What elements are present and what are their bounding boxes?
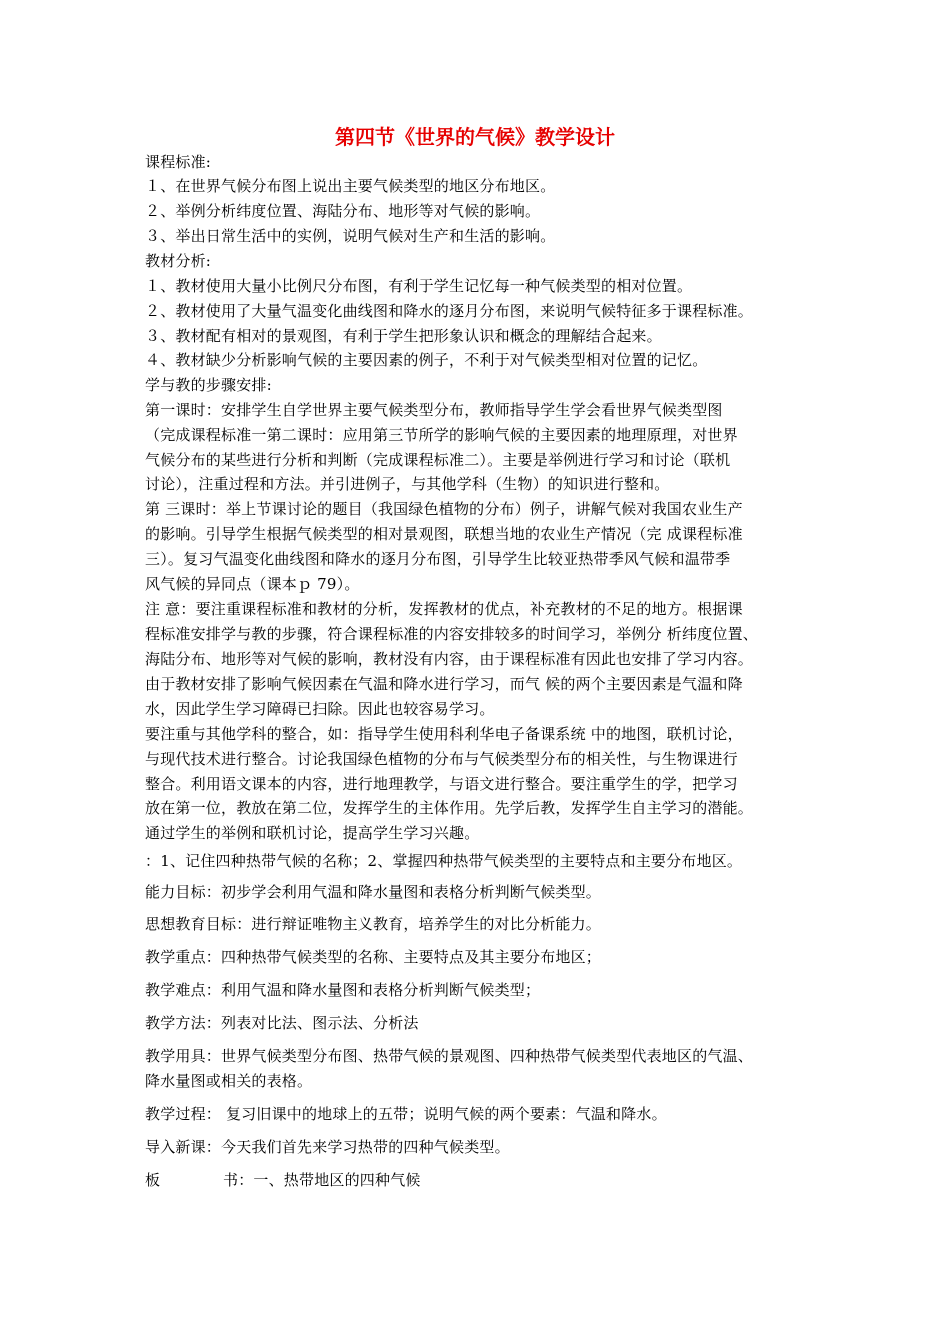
text-line: 思想教育目标：进行辩证唯物主义教育，培养学生的对比分析能力。 — [145, 915, 602, 933]
board-text: 书：一、热带地区的四种气候 — [223, 1171, 421, 1189]
board-label: 板 — [145, 1171, 161, 1189]
text-line: 教材分析: — [145, 252, 212, 270]
text-line: 教学难点：利用气温和降水量图和表格分析判断气候类型； — [145, 981, 541, 999]
document-title: 第四节《世界的气候》教学设计 — [335, 125, 615, 149]
text-line: ２、教材使用了大量气温变化曲线图和降水的逐月分布图，来说明气候特征多于课程标准。 — [145, 302, 754, 320]
text-line: 气候分布的某些进行分析和判断（完成课程标准二）。主要是举例进行学习和讨论（联机 — [145, 451, 731, 469]
board-line — [145, 1170, 421, 1190]
text-line: 水，因此学生学习障碍已扫除。因此也较容易学习。 — [145, 700, 495, 718]
text-line: 的影响。引导学生根据气候类型的相对景观图，联想当地的农业生产情况（完 成课程标准 — [145, 525, 743, 543]
text-line: ３、教材配有相对的景观图，有利于学生把形象认识和概念的理解结合起来。 — [145, 327, 662, 345]
text-line: 导入新课：今天我们首先来学习热带的四种气候类型。 — [145, 1138, 510, 1156]
text-line: 放在第一位，教放在第二位，发挥学生的主体作用。先学后教，发挥学生自主学习的潜能。 — [145, 799, 754, 817]
text-line: 由于教材安排了影响气候因素在气温和降水进行学习，而气 候的两个主要因素是气温和降 — [145, 675, 743, 693]
text-line: 通过学生的举例和联机讨论，提高学生学习兴趣。 — [145, 824, 480, 842]
text-line: 第一课时：安排学生自学世界主要气候类型分布，教师指导学生学会看世界气候类型图 — [145, 401, 723, 419]
text-line: 注 意：要注重课程标准和教材的分析，发挥教材的优点，补充教材的不足的地方。根据课 — [145, 600, 743, 618]
text-line: １、在世界气候分布图上说出主要气候类型的地区分布地区。 — [145, 177, 556, 195]
text-line: ４、教材缺少分析影响气候的主要因素的例子，不利于对气候类型相对位置的记忆。 — [145, 351, 708, 369]
text-line: ３、举出日常生活中的实例，说明气候对生产和生活的影响。 — [145, 227, 556, 245]
text-line: 三）。复习气温变化曲线图和降水的逐月分布图，引导学生比较亚热带季风气候和温带季 — [145, 550, 731, 568]
text-line: １、教材使用大量小比例尺分布图，有利于学生记忆每一种气候类型的相对位置。 — [145, 277, 693, 295]
text-line: 教学重点：四种热带气候类型的名称、主要特点及其主要分布地区； — [145, 948, 602, 966]
text-line: 讨论），注重过程和方法。并引进例子，与其他学科（生物）的知识进行整和。 — [145, 475, 670, 493]
text-line: 教学用具：世界气候类型分布图、热带气候的景观图、四种热带气候类型代表地区的气温、 — [145, 1047, 754, 1065]
text-line: 能力目标：初步学会利用气温和降水量图和表格分析判断气候类型。 — [145, 883, 602, 901]
text-line: 整合。利用语文课本的内容，进行地理教学，与语文进行整合。要注重学生的学，把学习 — [145, 775, 738, 793]
text-line: 教学方法：列表对比法、图示法、分析法 — [145, 1014, 419, 1032]
text-line: 教学过程： 复习旧课中的地球上的五带；说明气候的两个要素：气温和降水。 — [145, 1105, 667, 1123]
text-line: 降水量图或相关的表格。 — [145, 1072, 313, 1090]
text-line: 要注重与其他学科的整合，如：指导学生使用科利华电子备课系统 中的地图，联机讨论， — [145, 725, 743, 743]
text-line: ２、举例分析纬度位置、海陆分布、地形等对气候的影响。 — [145, 202, 541, 220]
text-line: 学与教的步骤安排: — [145, 376, 272, 394]
text-line: 海陆分布、地形等对气候的影响，教材没有内容，由于课程标准有因此也安排了学习内容。 — [145, 650, 754, 668]
text-line: （完成课程标准一第二课时：应用第三节所学的影响气候的主要因素的地理原理，对世界 — [145, 426, 738, 444]
text-line: 课程标准: — [145, 153, 212, 171]
text-line: 第 三课时：举上节课讨论的题目（我国绿色植物的分布）例子，讲解气候对我国农业生产 — [145, 500, 743, 518]
text-line: 风气候的异同点（课本ｐ 79）。 — [145, 575, 360, 593]
text-line: 与现代技术进行整合。讨论我国绿色植物的分布与气候类型分布的相关性，与生物课进行 — [145, 750, 738, 768]
text-line: ：1、记住四种热带气候的名称；2、掌握四种热带气候类型的主要特点和主要分布地区。 — [145, 852, 743, 870]
text-line: 程标准安排学与教的步骤，符合课程标准的内容安排较多的时间学习，举例分 析纬度位置、 — [145, 625, 758, 643]
